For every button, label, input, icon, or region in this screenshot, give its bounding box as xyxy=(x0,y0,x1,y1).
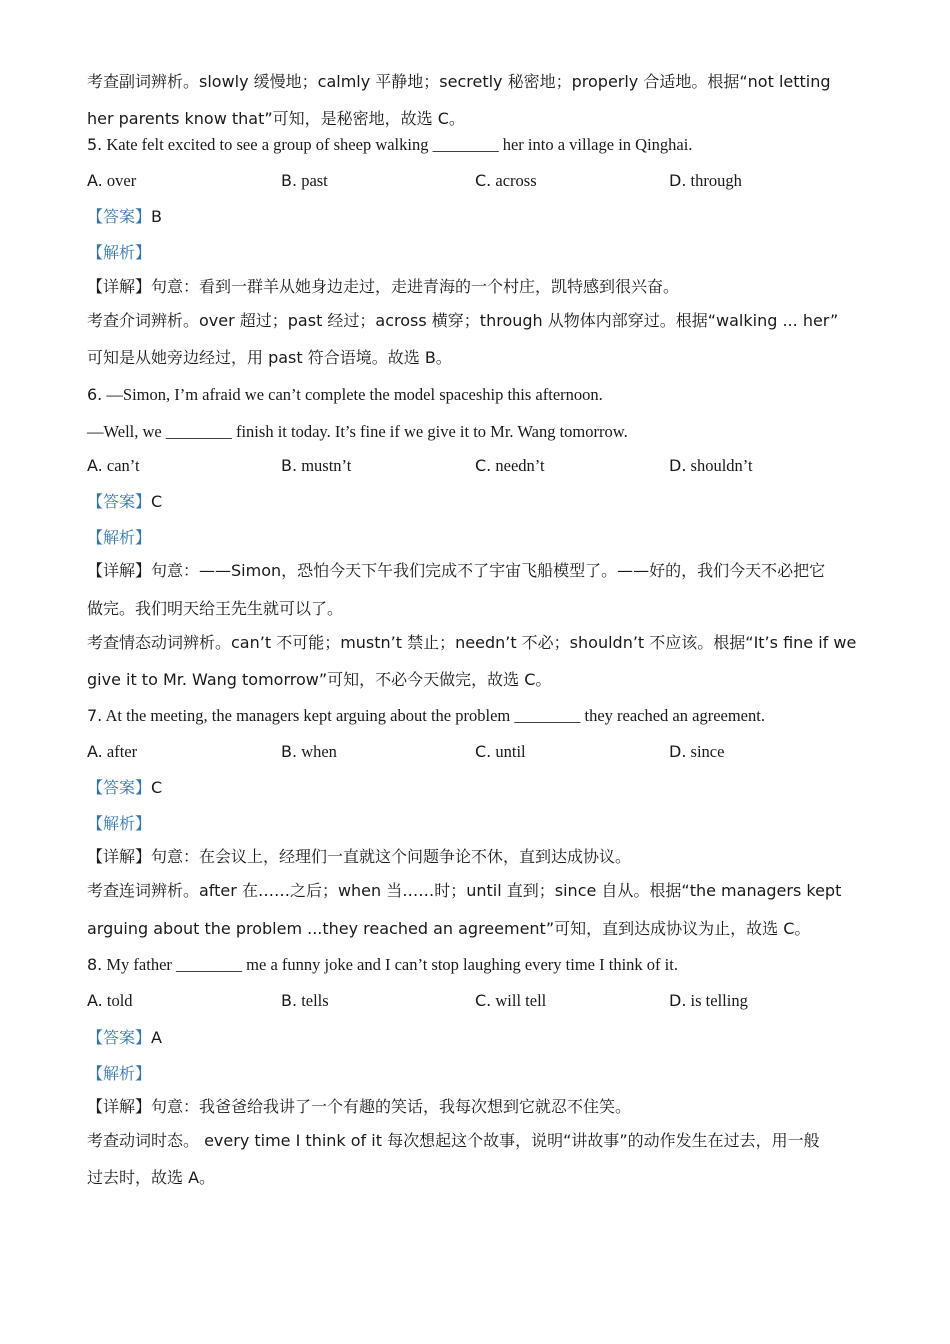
options-row xyxy=(87,742,877,762)
detail-line: give it to Mr. Wang tomorrow”可知，不必今天做完，故选 C。 xyxy=(87,670,552,689)
detail-line: 可知是从她旁边经过，用 past 符合语境。故选 B。 xyxy=(87,348,452,367)
analysis-label: 【解析】 xyxy=(87,1064,152,1083)
question-number: 6. xyxy=(87,385,103,404)
detail-line: 【详解】句意：在会议上，经理们一直就这个问题争论不休，直到达成协议。 xyxy=(87,847,632,866)
detail-line: 过去时，故选 A。 xyxy=(87,1168,216,1187)
option-b: B. tells xyxy=(281,991,329,1010)
stem-text: At the meeting, the managers kept arguing about the problem ________ they reached an agreement. xyxy=(102,706,765,725)
analysis-label: 【解析】 xyxy=(87,243,152,262)
option-d: D. through xyxy=(669,171,742,190)
answer-value: C xyxy=(151,492,163,511)
stem-text: —Simon, I’m afraid we can’t complete the model spaceship this afternoon. xyxy=(102,385,603,404)
option-d: D. since xyxy=(669,742,725,761)
detail-line: 考查情态动词辨析。can’t 不可能；mustn’t 禁止；needn’t 不必；shouldn’t 不应该。根据“It’s fine if we xyxy=(87,633,857,652)
option-a: A. over xyxy=(87,171,137,190)
stem-text: Kate felt excited to see a group of sheep walking ________ her into a village in Qinghai. xyxy=(102,135,693,154)
option-c: C. across xyxy=(475,171,537,190)
detail-line: 考查介词辨析。over 超过；past 经过；across 横穿；through 从物体内部穿过。根据“walking ... her” xyxy=(87,311,839,330)
option-a: A. can’t xyxy=(87,456,140,475)
detail-line: 考查动词时态。 every time I think of it 每次想起这个故事，说明“讲故事”的动作发生在过去，用一般 xyxy=(87,1131,820,1150)
option-a: A. after xyxy=(87,742,138,761)
question-stem xyxy=(87,706,877,726)
document-page xyxy=(87,72,877,1187)
question-number: 5. xyxy=(87,135,103,154)
option-b: B. when xyxy=(281,742,337,761)
analysis-label: 【解析】 xyxy=(87,528,152,547)
answer-value: A xyxy=(151,1028,162,1047)
option-a: A. told xyxy=(87,991,133,1010)
intro-line-2: her parents know that”可知，是秘密地，故选 C。 xyxy=(87,109,465,128)
question-number: 7. xyxy=(87,706,103,725)
detail-line: 【详解】句意：看到一群羊从她身边走过，走进青海的一个村庄，凯特感到很兴奋。 xyxy=(87,277,680,296)
option-b: B. mustn’t xyxy=(281,456,352,475)
answer-line: 【答案】A xyxy=(87,1028,162,1047)
question-stem xyxy=(87,135,877,155)
question-number: 8. xyxy=(87,955,103,974)
option-d: D. is telling xyxy=(669,991,748,1010)
options-row xyxy=(87,456,877,476)
option-c: C. until xyxy=(475,742,526,761)
detail-line: 【详解】句意：——Simon，恐怕今天下午我们完成不了宇宙飞船模型了。——好的，我们今天不必把它 xyxy=(87,561,826,580)
question-5 xyxy=(87,112,877,367)
stem-text: —Well, we ________ finish it today. It’s fine if we give it to Mr. Wang tomorrow. xyxy=(87,422,628,441)
option-c: C. will tell xyxy=(475,991,547,1010)
options-row xyxy=(87,991,877,1011)
stem-text: My father ________ me a funny joke and I can’t stop laughing every time I think of it. xyxy=(102,955,678,974)
answer-line: 【答案】B xyxy=(87,207,163,226)
option-d: D. shouldn’t xyxy=(669,456,753,475)
option-c: C. needn’t xyxy=(475,456,545,475)
detail-line: 做完。我们明天给王先生就可以了。 xyxy=(87,599,344,618)
detail-line: 【详解】句意：我爸爸给我讲了一个有趣的笑话，我每次想到它就忍不住笑。 xyxy=(87,1097,632,1116)
detail-line: 考查连词辨析。after 在……之后；when 当……时；until 直到；since 自从。根据“the managers kept xyxy=(87,881,842,900)
intro-line-1: 考查副词辨析。slowly 缓慢地；calmly 平静地；secretly 秘密地；properly 合适地。根据“not letting xyxy=(87,72,831,91)
option-b: B. past xyxy=(281,171,328,190)
answer-value: B xyxy=(151,207,163,226)
answer-line: 【答案】C xyxy=(87,778,163,797)
question-stem xyxy=(87,955,877,975)
analysis-label: 【解析】 xyxy=(87,814,152,833)
answer-value: C xyxy=(151,778,163,797)
question-stem-2 xyxy=(87,422,877,442)
answer-line: 【答案】C xyxy=(87,492,163,511)
options-row xyxy=(87,171,877,191)
question-stem xyxy=(87,385,877,405)
detail-line: arguing about the problem ...they reached an agreement”可知，直到达成协议为止，故选 C。 xyxy=(87,919,811,938)
